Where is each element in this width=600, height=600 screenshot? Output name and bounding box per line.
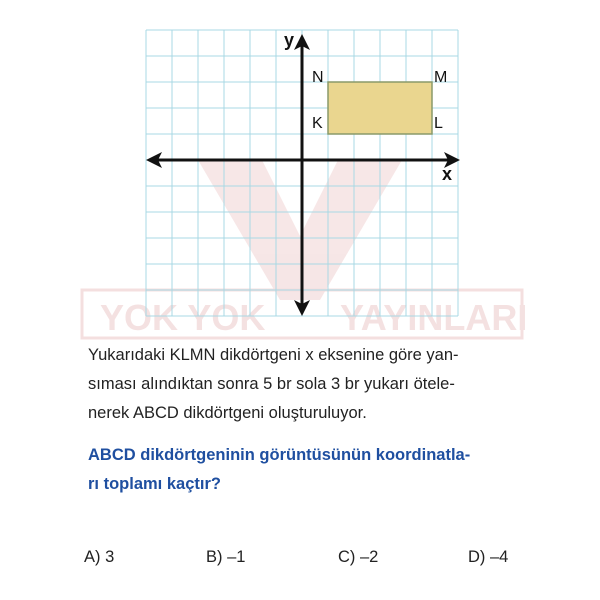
option-c[interactable]: C) –2	[338, 548, 379, 566]
question-line-3: nerek ABCD dikdörtgeni oluşturuluyor.	[88, 404, 367, 422]
answer-options	[0, 548, 600, 572]
prompt-line-2: rı toplamı kaçtır?	[88, 475, 221, 493]
point-label-n: N	[312, 69, 324, 86]
rectangle-klmn	[328, 82, 432, 134]
question-prompt	[88, 441, 528, 499]
option-d[interactable]: D) –4	[468, 548, 509, 566]
watermark-left-text: YOK YOK	[100, 297, 266, 338]
axes	[146, 34, 460, 316]
question-line-1: Yukarıdaki KLMN dikdörtgeni x eksenine göre yan-	[88, 346, 459, 364]
point-label-k: K	[312, 115, 323, 132]
point-label-m: M	[434, 69, 448, 86]
watermark-emblem	[198, 160, 402, 300]
y-axis-label: y	[284, 30, 295, 50]
question-text	[88, 341, 528, 428]
option-b[interactable]: B) –1	[206, 548, 246, 566]
point-label-l: L	[434, 115, 443, 132]
question-line-2: sıması alındıktan sonra 5 br sola 3 br yukarı ötele-	[88, 375, 455, 393]
option-a[interactable]: A) 3	[84, 548, 115, 566]
watermark-right-text: YAYINLARI	[340, 297, 528, 338]
watermark	[82, 160, 527, 338]
x-axis-label: x	[442, 164, 453, 184]
prompt-line-1: ABCD dikdörtgeninin görüntüsünün koordinatla-	[88, 446, 471, 464]
